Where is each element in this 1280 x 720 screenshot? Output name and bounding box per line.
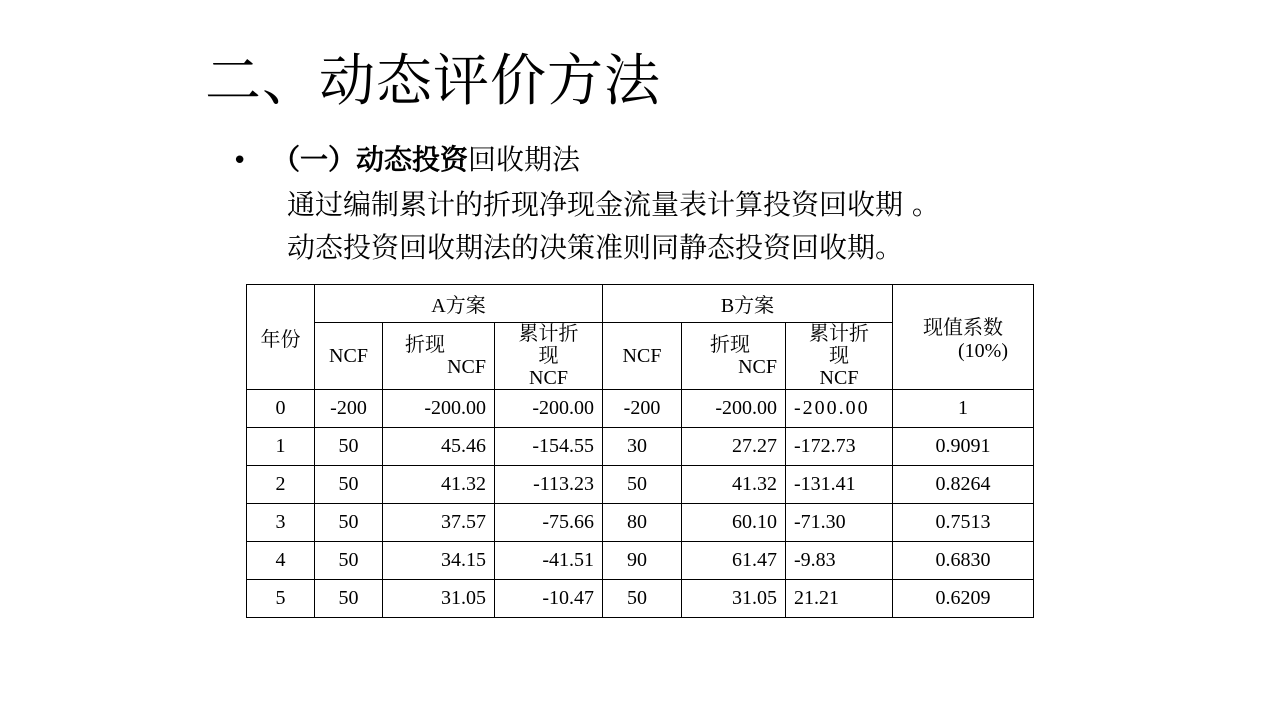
b-disc-header-line2: NCF bbox=[738, 356, 777, 378]
b-ncf-cell: 80 bbox=[603, 504, 682, 542]
factor-header-line2: (10%) bbox=[958, 340, 1008, 362]
b-disc-cell: 27.27 bbox=[682, 428, 786, 466]
b-ncf-header: NCF bbox=[603, 323, 682, 390]
table-row bbox=[247, 466, 1034, 504]
b-disc-cell: -200.00 bbox=[682, 390, 786, 428]
a-cum-header-line1: 累计折 bbox=[518, 323, 579, 345]
factor-cell: 0.6830 bbox=[893, 542, 1034, 580]
factor-header bbox=[893, 285, 1034, 390]
a-disc-cell: 34.15 bbox=[383, 542, 495, 580]
year-cell: 5 bbox=[247, 580, 315, 618]
bullet-label-rest: 回收期法 bbox=[468, 143, 581, 176]
a-ncf-cell: 50 bbox=[315, 580, 383, 618]
b-disc-cell: 31.05 bbox=[682, 580, 786, 618]
a-cum-header-line3: NCF bbox=[529, 367, 568, 389]
a-ncf-cell: 50 bbox=[315, 466, 383, 504]
year-header: 年份 bbox=[247, 285, 315, 390]
factor-header-line1: 现值系数 bbox=[923, 317, 1003, 339]
body-line-2: 动态投资回收期法的决策准则同静态投资回收期。 bbox=[287, 231, 904, 264]
slide-title: 二、动态评价方法 bbox=[205, 49, 661, 114]
b-disc-header bbox=[682, 323, 786, 390]
a-cum-cell: -154.55 bbox=[495, 428, 603, 466]
year-cell: 0 bbox=[247, 390, 315, 428]
b-cum-header-line3: NCF bbox=[819, 367, 859, 389]
a-cum-cell: -10.47 bbox=[495, 580, 603, 618]
factor-cell: 0.7513 bbox=[893, 504, 1034, 542]
factor-cell: 0.8264 bbox=[893, 466, 1034, 504]
factor-cell: 1 bbox=[893, 390, 1034, 428]
b-ncf-cell: 50 bbox=[603, 466, 682, 504]
b-cum-cell: 21.21 bbox=[786, 580, 893, 618]
discounted-cashflow-table bbox=[246, 284, 1034, 618]
a-ncf-cell: 50 bbox=[315, 542, 383, 580]
a-ncf-cell: 50 bbox=[315, 428, 383, 466]
bullet-icon: • bbox=[232, 146, 248, 176]
b-cum-header-line1: 累计折 bbox=[809, 323, 869, 345]
b-disc-cell: 61.47 bbox=[682, 542, 786, 580]
table-row bbox=[247, 390, 1034, 428]
bullet-label-bold: （一）动态投资 bbox=[272, 143, 469, 176]
b-cum-cell: -172.73 bbox=[786, 428, 893, 466]
b-ncf-cell: 50 bbox=[603, 580, 682, 618]
b-ncf-cell: 30 bbox=[603, 428, 682, 466]
b-cum-header bbox=[786, 323, 893, 390]
a-disc-cell: 41.32 bbox=[383, 466, 495, 504]
a-ncf-header: NCF bbox=[315, 323, 383, 390]
b-disc-cell: 41.32 bbox=[682, 466, 786, 504]
b-ncf-cell: 90 bbox=[603, 542, 682, 580]
a-cum-header bbox=[495, 323, 603, 390]
a-cum-cell: -75.66 bbox=[495, 504, 603, 542]
a-disc-cell: 31.05 bbox=[383, 580, 495, 618]
b-cum-header-line2: 现 bbox=[829, 345, 849, 367]
b-cum-cell: -9.83 bbox=[786, 542, 893, 580]
a-disc-header bbox=[383, 323, 495, 390]
year-cell: 4 bbox=[247, 542, 315, 580]
b-ncf-cell: -200 bbox=[603, 390, 682, 428]
plan-a-header: A方案 bbox=[315, 285, 603, 323]
b-cum-cell: -131.41 bbox=[786, 466, 893, 504]
a-cum-cell: -200.00 bbox=[495, 390, 603, 428]
year-cell: 2 bbox=[247, 466, 315, 504]
body-line-1: 通过编制累计的折现净现金流量表计算投资回收期 。 bbox=[287, 188, 940, 221]
a-cum-header-line2: 现 bbox=[538, 345, 559, 367]
table-header-group-row bbox=[247, 285, 1034, 323]
a-disc-cell: 45.46 bbox=[383, 428, 495, 466]
year-cell: 1 bbox=[247, 428, 315, 466]
b-cum-cell: -71.30 bbox=[786, 504, 893, 542]
factor-cell: 0.9091 bbox=[893, 428, 1034, 466]
plan-b-header: B方案 bbox=[603, 285, 893, 323]
a-disc-cell: -200.00 bbox=[383, 390, 495, 428]
b-disc-header-line1: 折现 bbox=[710, 334, 750, 356]
a-disc-header-line2: NCF bbox=[447, 356, 486, 378]
table-row bbox=[247, 580, 1034, 618]
factor-cell: 0.6209 bbox=[893, 580, 1034, 618]
a-disc-cell: 37.57 bbox=[383, 504, 495, 542]
b-cum-cell: -200.00 bbox=[786, 390, 893, 428]
a-disc-header-line1: 折现 bbox=[405, 334, 445, 356]
a-cum-cell: -113.23 bbox=[495, 466, 603, 504]
table-row bbox=[247, 504, 1034, 542]
a-ncf-cell: -200 bbox=[315, 390, 383, 428]
bullet-heading bbox=[232, 140, 580, 181]
table-row bbox=[247, 428, 1034, 466]
a-ncf-cell: 50 bbox=[315, 504, 383, 542]
table-row bbox=[247, 542, 1034, 580]
b-disc-cell: 60.10 bbox=[682, 504, 786, 542]
year-cell: 3 bbox=[247, 504, 315, 542]
a-cum-cell: -41.51 bbox=[495, 542, 603, 580]
